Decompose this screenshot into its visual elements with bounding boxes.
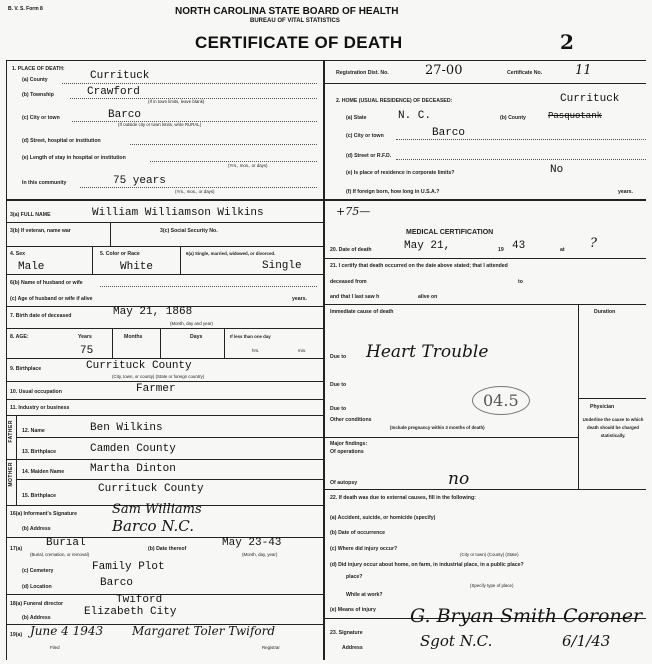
external-place: place? (346, 574, 363, 580)
rule (324, 258, 646, 259)
rule (160, 328, 161, 358)
color: White (120, 261, 154, 273)
burial-date-note: (Month, day, year) (242, 552, 278, 557)
external-place-note: (Specify type of place) (470, 583, 514, 588)
home-limits-label: (e) Is place of residence in corporate limits? (346, 170, 455, 176)
cause-of-death: Heart Trouble (366, 342, 489, 362)
rule (112, 328, 113, 358)
father-birthplace: Camden County (90, 443, 176, 455)
home-county-header: Currituck (560, 93, 620, 105)
rule (578, 398, 646, 399)
rule (6, 459, 323, 460)
physician-text: Underline the cause to which death should be charged statistically. (582, 417, 644, 438)
death-date-label: 20. Date of death (330, 247, 372, 253)
rule (6, 415, 323, 416)
rule (324, 489, 646, 490)
burial-method-note: (Burial, cremation, or removal) (30, 552, 90, 557)
alive-on: alive on (418, 294, 438, 300)
signature-date: 6/1/43 (562, 632, 611, 650)
mother-birth-label: 15. Birthplace (22, 493, 57, 499)
rule (396, 139, 646, 140)
father-name-label: 12. Name (22, 428, 45, 434)
funeral-addr-label: (b) Address (22, 615, 51, 621)
autopsy-value: no (448, 469, 470, 489)
rule (396, 159, 646, 160)
age-months-hdr: Months (124, 334, 143, 340)
marital-label: 6(a) Single, married, widowed, or divorced. (186, 251, 276, 256)
funeral-address: Elizabeth City (84, 606, 177, 618)
rule (92, 246, 93, 274)
autopsy-label: Of autopsy (330, 480, 358, 486)
burial-date-label: (b) Date thereof (148, 546, 187, 552)
external-b: (b) Date of occurrence (330, 530, 386, 536)
rule (6, 274, 323, 275)
external-e: (e) Means of injury (330, 607, 376, 613)
duration-label: Duration (594, 309, 616, 315)
mother-name: Martha Dinton (90, 463, 176, 475)
birthplace-label: 9. Birthplace (10, 366, 42, 372)
sex-label: 4. Sex (10, 251, 25, 257)
stamp-mark: 04.5 (472, 386, 530, 415)
rule (224, 328, 225, 358)
physician-head: Physician (590, 404, 615, 410)
ss-label: 3(c) Social Security No. (160, 228, 218, 234)
death-county: Currituck (90, 70, 150, 82)
coroner-address: Sgot N.C. (420, 632, 493, 650)
marital: Single (262, 260, 302, 272)
deceased-from: deceased from (330, 279, 367, 285)
cemetery: Family Plot (92, 561, 165, 573)
external-c-note: (City or town) (County) (State) (460, 552, 519, 557)
external-d: (d) Did injury occur about home, on farm, in industrial place, in a public place? (330, 562, 524, 568)
age-days-hdr: Days (190, 334, 203, 340)
informant-addr-label: (b) Address (22, 526, 51, 532)
birthplace-note: (City, town, or county) (State or foreign country) (112, 374, 205, 379)
home-city-label: (c) City or town (346, 133, 384, 139)
pregnancy-note: (Include pregnancy within 3 months of death) (390, 425, 485, 430)
death-at: at (560, 247, 565, 253)
burial-location: Barco (100, 577, 134, 589)
page-title: CERTIFICATE OF DEATH (195, 33, 403, 52)
external-c: (c) Where did injury occur? (330, 546, 398, 552)
immediate-label: Immediate cause of death (330, 309, 394, 315)
mother-tag: MOTHER (8, 462, 14, 487)
spouse-age-years: years. (292, 296, 308, 302)
rule (324, 304, 646, 305)
death-time: ? (590, 236, 597, 251)
burial-method: Burial (46, 537, 86, 549)
rule (62, 83, 317, 84)
rule (16, 415, 17, 505)
informant-address: Barco N.C. (112, 517, 194, 535)
informant-label: 16(a) Informant's Signature (10, 511, 77, 517)
home-state: N. C. (398, 110, 432, 122)
cert-label: Certificate No. (507, 70, 543, 76)
rule (100, 286, 317, 287)
color-label: 5. Color or Race (100, 251, 140, 257)
home-county-struck: Pasquotank (548, 111, 603, 121)
county-label: (a) County (22, 77, 48, 83)
handwritten-ann: +75— (336, 205, 371, 218)
township-note: (If in town limits, leave blank) (148, 99, 205, 104)
home-label: 2. HOME (USUAL RESIDENCE) OF DECEASED: (336, 98, 453, 104)
full-name: William Williamson Wilkins (92, 207, 264, 219)
birthplace: Currituck County (86, 360, 192, 372)
major-label: Major findings: (330, 441, 368, 447)
frame-line (6, 60, 646, 61)
filed-date: June 4 1943 (30, 624, 104, 638)
age-hrs: hrs. (252, 348, 260, 353)
home-limits: No (550, 164, 564, 176)
home-street-label: (d) Street or R.F.D. (346, 153, 392, 159)
township-label: (b) Township (22, 92, 54, 98)
due2-label: Due to (330, 382, 347, 388)
rule (6, 246, 323, 247)
filed-label: 19(a) (10, 632, 23, 638)
occupation-label: 10. Usual occupation (10, 389, 62, 395)
street-label: (d) Street, hospital or institution (22, 138, 101, 144)
rule (16, 479, 323, 480)
rule (180, 246, 181, 274)
mother-name-label: 14. Maiden Name (22, 469, 65, 475)
rule (6, 381, 323, 382)
external-a: (a) Accident, suicide, or homicide (specify) (330, 515, 436, 521)
occupation: Farmer (136, 383, 176, 395)
community-duration: 75 years (113, 175, 166, 187)
rule (6, 358, 323, 359)
mother-birthplace: Currituck County (98, 483, 204, 495)
cemetery-label: (c) Cemetery (22, 568, 54, 574)
frame-line (6, 60, 7, 660)
home-city: Barco (432, 127, 466, 139)
other-label: Other conditions (330, 417, 372, 423)
burial-date: May 23-43 (222, 537, 282, 549)
reg-dist-label: Registration Dist. No. (336, 70, 389, 76)
home-county-label: (b) County (500, 115, 526, 121)
certify-text: 21. I certify that death occurred on the date above stated; that I attended (330, 263, 508, 269)
signature-label: 23. Signature (330, 630, 363, 636)
operations-label: Of operations (330, 449, 364, 455)
death-township: Crawford (87, 86, 140, 98)
reg-dist: 27-00 (425, 63, 463, 78)
father-name: Ben Wilkins (90, 422, 163, 434)
rule (16, 437, 323, 438)
sex: Male (18, 261, 45, 273)
address-label: Address (342, 645, 363, 651)
rule (6, 222, 323, 223)
death-date: May 21, (404, 240, 451, 252)
city-note: (If outside city or town limits, write RURAL) (118, 122, 202, 127)
age-years-hdr: Years (78, 334, 92, 340)
birth-note: (Month, day and year) (170, 321, 213, 326)
foreign-label: (f) If foreign born, how long in U.S.A.? (346, 189, 440, 195)
frame-line (6, 199, 646, 201)
age-label: 8. AGE: (10, 334, 29, 340)
spouse-label: 6(b) Name of husband or wife (10, 280, 83, 286)
bureau-name: BUREAU OF VITAL STATISTICS (250, 18, 340, 24)
funeral-director: Twiford (116, 594, 163, 606)
death-year: 43 (512, 240, 526, 252)
rule (110, 222, 111, 246)
place-label: 1. PLACE OF DEATH: (12, 66, 65, 72)
form-number: B. V. S. Form 8 (8, 6, 43, 12)
informant-signature: Sam Williams (112, 502, 202, 517)
external-label: 22. If death was due to external causes, fill in the following: (330, 495, 476, 501)
rule (6, 399, 323, 400)
spouse-age-label: (c) Age of husband or wife if alive (10, 296, 93, 302)
filed-word: Filed (50, 645, 60, 650)
birth-date: May 21, 1868 (113, 306, 193, 318)
city-label: (c) City or town (22, 115, 60, 121)
due3-label: Due to (330, 406, 347, 412)
registrar-signature: Margaret Toler Twiford (132, 624, 276, 638)
foreign-years: years. (618, 189, 634, 195)
rule (578, 304, 579, 489)
stay-label: (e) Length of stay in hospital or institution (22, 155, 126, 161)
birth-label: 7. Birth date of deceased (10, 313, 72, 319)
external-work: While at work? (346, 592, 383, 598)
age-min: min. (298, 348, 307, 353)
home-state-label: (a) State (346, 115, 367, 121)
rule (6, 328, 323, 329)
to-word: to (518, 279, 523, 285)
board-name: NORTH CAROLINA STATE BOARD OF HEALTH (175, 6, 399, 17)
last-saw: and that I last saw h (330, 294, 380, 300)
age-lessday: If less than one day (230, 334, 271, 339)
medical-header: MEDICAL CERTIFICATION (406, 229, 494, 236)
handwritten-mark: 2 (560, 30, 574, 54)
frame-line (324, 83, 646, 84)
funeral-label: 18(a) Funeral director (10, 601, 64, 607)
due1-label: Due to (330, 354, 347, 360)
burial-label: 17(a) (10, 546, 23, 552)
community-units: (Yrs., mos., or days) (175, 189, 215, 194)
stay-units: (Yrs., mos., or days) (228, 163, 268, 168)
rule (80, 187, 317, 188)
father-birth-label: 13. Birthplace (22, 449, 57, 455)
death-city: Barco (108, 109, 142, 121)
veteran-label: 3(b) If veteran, name war (10, 228, 71, 234)
rule (150, 161, 317, 162)
center-divider (323, 60, 325, 660)
rule (324, 437, 578, 438)
community-label: In this community (22, 180, 67, 186)
full-name-label: 3(a) FULL NAME (10, 212, 51, 218)
age: 75 (80, 345, 94, 357)
coroner-signature: G. Bryan Smith Coroner (410, 605, 643, 627)
industry-label: 11. Industry or business (10, 405, 70, 411)
registrar-word: Registrar (262, 645, 280, 650)
rule (6, 594, 323, 595)
rule (130, 144, 317, 145)
cert-number: 11 (575, 63, 592, 78)
father-tag: FATHER (8, 420, 14, 443)
death-year-prefix: 19 (498, 247, 504, 253)
location-label: (d) Location (22, 584, 52, 590)
